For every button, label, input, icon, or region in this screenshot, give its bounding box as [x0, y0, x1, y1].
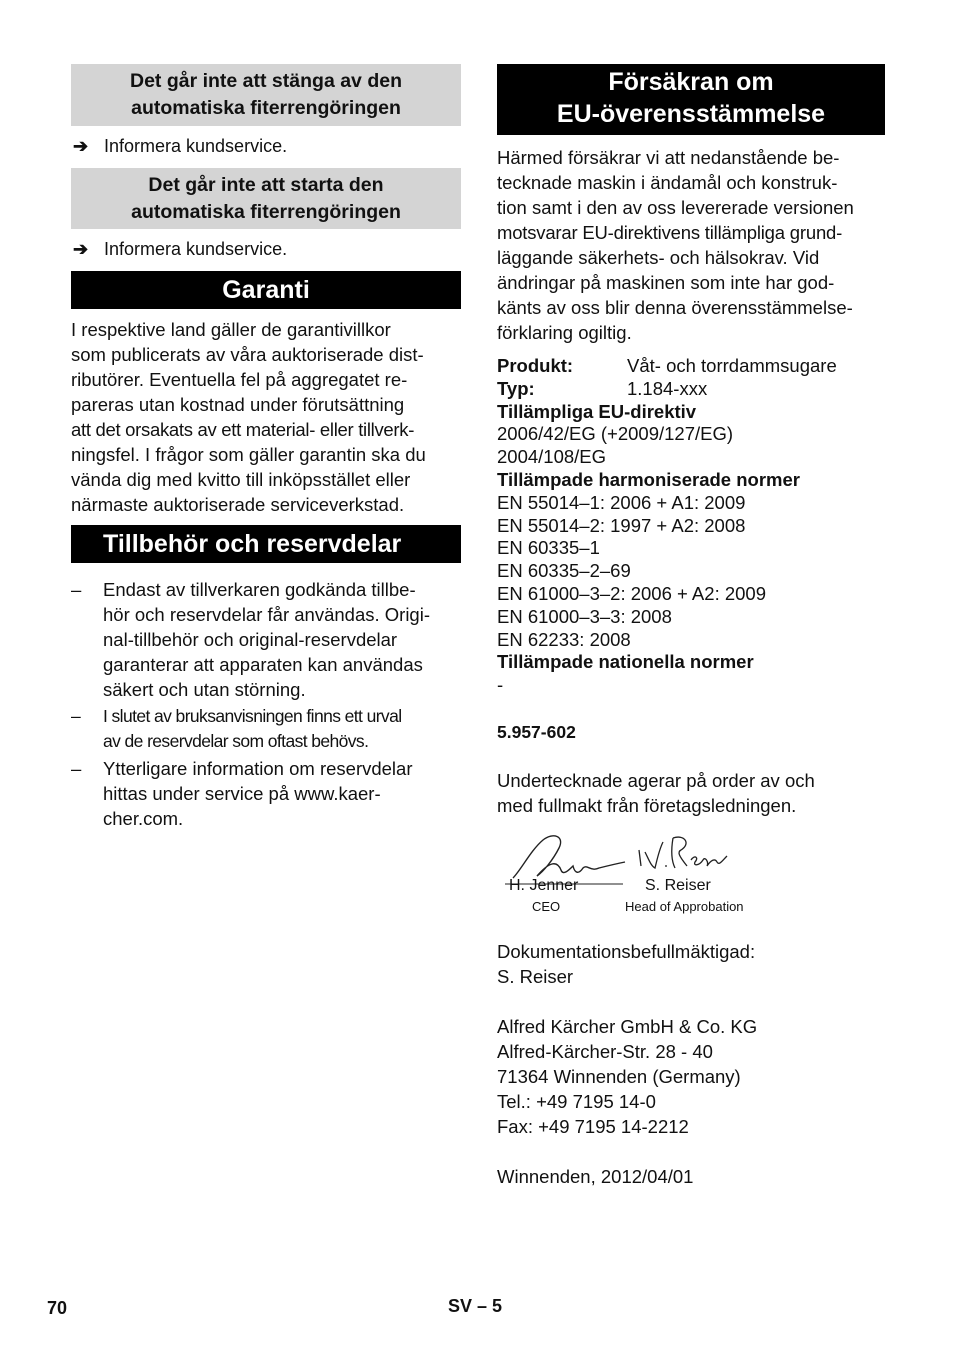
dash-bullet: – — [71, 706, 81, 726]
signatory-title: Head of Approbation — [625, 898, 744, 914]
action-line — [71, 237, 461, 262]
list-item — [71, 704, 461, 754]
text-line: läggande säkerhets- och hälsokrav. Vid — [497, 247, 820, 268]
spec-value: EN 60335–1 — [497, 537, 600, 559]
spec-value: EN 61000–3–2: 2006 + A2: 2009 — [497, 582, 766, 604]
action-line — [71, 134, 461, 159]
product-spec — [497, 355, 885, 697]
text-line: Tel.: +49 7195 14-0 — [497, 1090, 656, 1112]
text-line: Undertecknade agerar på order av och — [497, 769, 815, 791]
spec-value: EN 55014–2: 1997 + A2: 2008 — [497, 514, 746, 536]
garanti-paragraph — [71, 317, 461, 517]
arrow-right-icon: ➔ — [73, 239, 89, 259]
text-line: I slutet av bruksanvisningen finns ett urval — [103, 706, 402, 726]
list-item — [71, 577, 461, 702]
action-text: Informera kundservice. — [104, 136, 288, 156]
signatory-title: CEO — [532, 898, 561, 914]
text-line: som publicerats av våra auktoriserade dist- — [71, 344, 424, 365]
text-line: motsvarar EU-direktivens tillämpliga grund- — [497, 222, 843, 243]
text-line: tion samt i den av oss levererade versionen — [497, 197, 854, 218]
documentation-authority — [497, 939, 885, 989]
text-line: Endast av tillverkaren godkända tillbe- — [103, 579, 416, 600]
text-line: med fullmakt från företagsledningen. — [497, 794, 797, 816]
company-address — [497, 1014, 885, 1139]
text-line: 71364 Winnenden (Germany) — [497, 1065, 741, 1087]
troubleshoot-heading-start — [71, 168, 461, 229]
place-date: Winnenden, 2012/04/01 — [497, 1165, 694, 1187]
spec-value: 2004/108/EG — [497, 446, 607, 468]
text-line: känts av oss blir denna överensstämmelse- — [497, 297, 853, 318]
text-line: hittas under service på www.kaer- — [103, 783, 381, 804]
text-line: säkert och utan störning. — [103, 679, 306, 700]
spec-value: EN 60335–2–69 — [497, 560, 631, 582]
text-line: förklaring ogiltig. — [497, 322, 632, 343]
troubleshoot-heading-stop — [71, 64, 461, 126]
text-line: cher.com. — [103, 808, 184, 829]
text-line: av de reservdelar som oftast behövs. — [103, 731, 369, 751]
heading-line: automatiska fiterrengöringen — [131, 97, 401, 119]
text-line: Alfred Kärcher GmbH & Co. KG — [497, 1015, 758, 1037]
spec-row-produkt — [497, 355, 885, 378]
list-item — [71, 756, 461, 831]
text-line: ningsfel. I frågor som gäller garantin ska du — [71, 444, 426, 465]
spec-value: - — [497, 674, 504, 696]
text-line: ributörer. Eventuella fel på aggregatet re- — [71, 369, 408, 390]
spec-heading-national-norms: Tillämpade nationella normer — [497, 651, 754, 673]
text-line: hör och reservdelar får användas. Origi- — [103, 604, 430, 625]
text-line: Alfred-Kärcher-Str. 28 - 40 — [497, 1040, 713, 1062]
text-line: ändringar på maskinen som inte har god- — [497, 272, 835, 293]
heading-line: EU-överensstämmelse — [556, 100, 826, 128]
text-line: S. Reiser — [497, 965, 574, 987]
signature-reiser-icon — [635, 832, 745, 882]
section-heading-declaration — [497, 64, 885, 135]
spec-label: Typ: — [497, 377, 535, 399]
spec-value: 1.184-xxx — [627, 377, 708, 399]
heading-line: Försäkran om — [608, 68, 774, 96]
signed-statement — [497, 768, 885, 818]
text-line: Ytterligare information om reservdelar — [103, 758, 413, 779]
text-line: Dokumentationsbefullmäktigad: — [497, 940, 756, 962]
text-line: närmaste auktoriserade serviceverkstad. — [71, 494, 405, 515]
accessories-list — [71, 577, 461, 831]
text-line: I respektive land gäller de garantivillkor — [71, 319, 391, 340]
spec-value: 2006/42/EG (+2009/127/EG) — [497, 423, 734, 445]
document-number: 5.957-602 — [497, 721, 576, 742]
language-page-label: SV – 5 — [448, 1296, 503, 1316]
dash-bullet: – — [71, 579, 82, 600]
section-heading-tillbehor: Tillbehör och reservdelar — [71, 525, 461, 563]
signature-block — [497, 828, 885, 920]
spec-label: Produkt: — [497, 355, 574, 376]
page-number: 70 — [47, 1298, 68, 1318]
text-line: pareras utan kostnad under förutsättning — [71, 394, 405, 415]
signatory-name: S. Reiser — [645, 876, 711, 894]
action-text: Informera kundservice. — [104, 239, 288, 259]
heading-line: automatiska fiterrengöringen — [131, 201, 401, 223]
declaration-intro — [497, 145, 885, 345]
left-column — [71, 64, 461, 833]
text-line: Härmed försäkrar vi att nedanstående be- — [497, 147, 840, 168]
heading-line: Det går inte att stänga av den — [130, 70, 402, 92]
section-heading-garanti: Garanti — [71, 271, 461, 309]
signatory-name: H. Jenner — [509, 876, 579, 894]
spec-heading-harmonised-norms: Tillämpade harmoniserade normer — [497, 468, 800, 490]
text-line: Fax: +49 7195 14-2212 — [497, 1115, 689, 1137]
spec-value: EN 55014–1: 2006 + A1: 2009 — [497, 491, 746, 513]
spec-heading-eu-directives: Tillämpliga EU-direktiv — [497, 400, 697, 422]
text-line: garanterar att apparaten kan användas — [103, 654, 423, 675]
dash-bullet: – — [71, 758, 82, 779]
text-line: nal-tillbehör och original-reservdelar — [103, 629, 398, 650]
spec-value: EN 62233: 2008 — [497, 628, 631, 650]
text-line: vända dig med kvitto till inköpsstället eller — [71, 469, 411, 490]
spec-value: EN 61000–3–3: 2008 — [497, 605, 672, 627]
text-line: att det orsakats av ett material- eller tillverk- — [71, 419, 415, 440]
arrow-right-icon: ➔ — [73, 136, 89, 156]
spec-row-typ — [497, 378, 885, 401]
text-line: tecknade maskin i ändamål och konstruk- — [497, 172, 838, 193]
right-column — [497, 64, 885, 1189]
spec-value: Våt- och torrdammsugare — [627, 355, 837, 376]
heading-line: Det går inte att starta den — [148, 174, 384, 196]
